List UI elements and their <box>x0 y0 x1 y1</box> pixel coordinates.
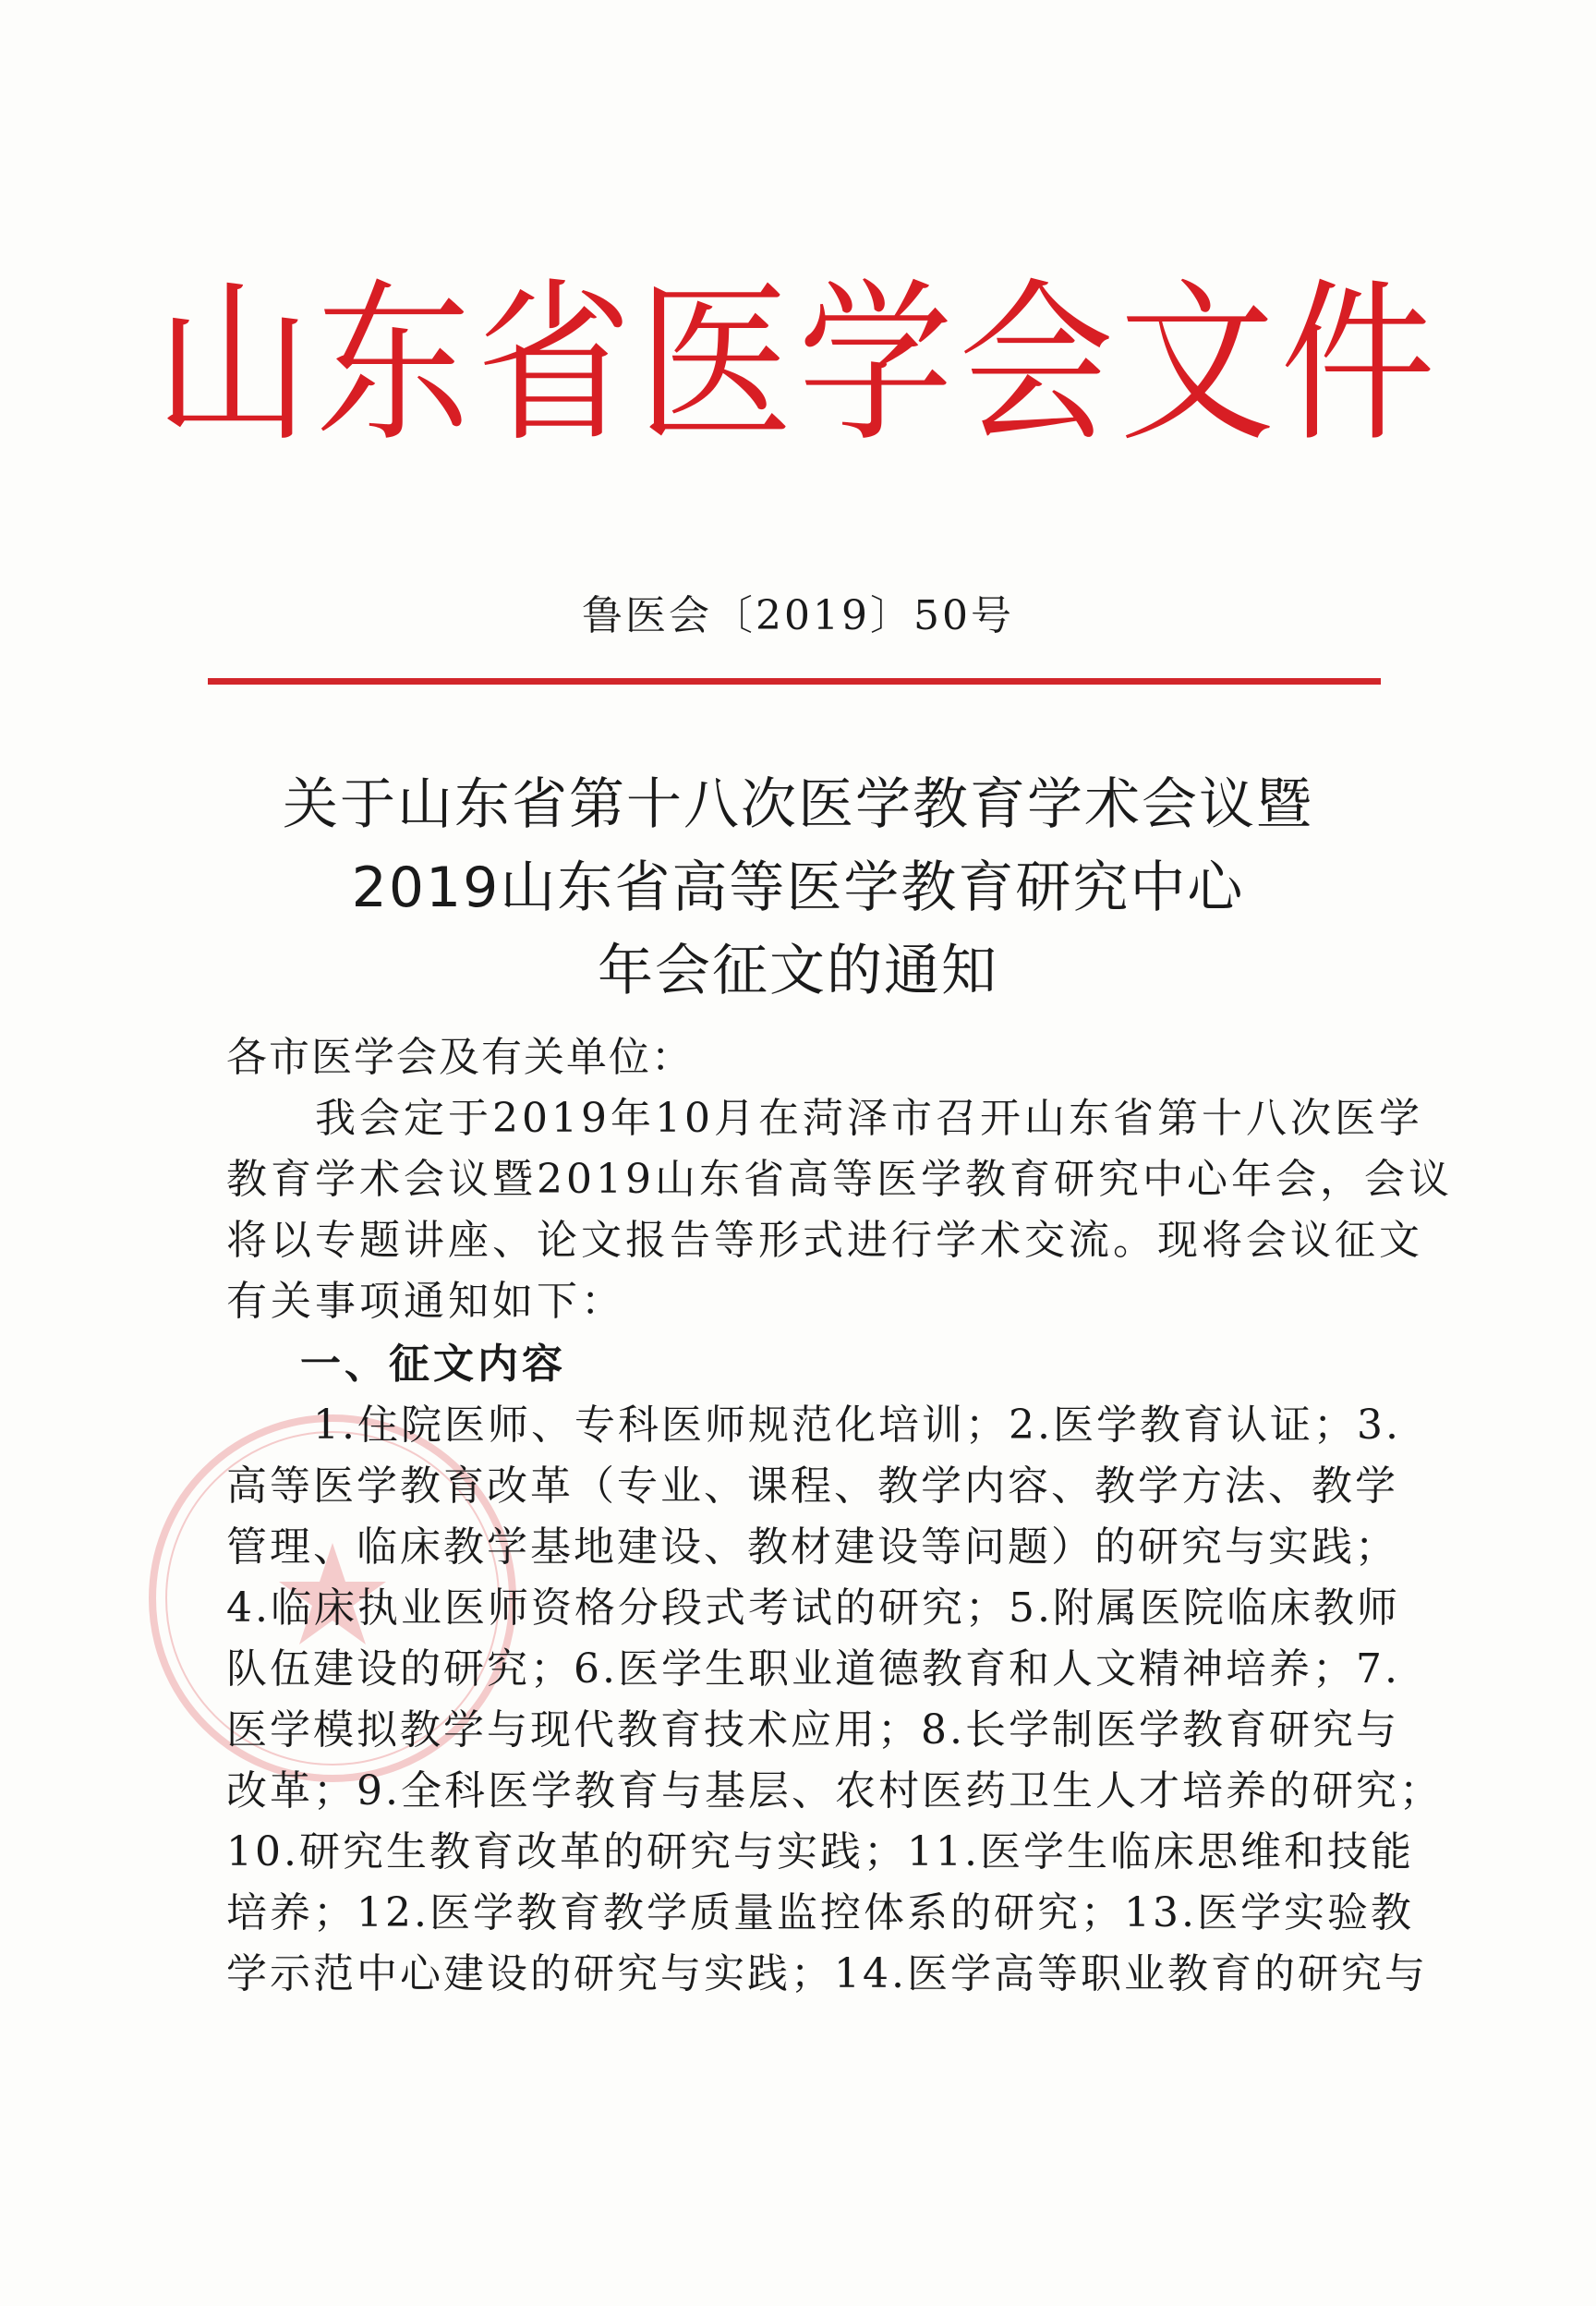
section-content-paragraph <box>226 1395 1443 2005</box>
paragraph-line: 10.研究生教育改革的研究与实践；11.医学生临床思维和技能 <box>226 1828 1414 1875</box>
section-heading: 一、征文内容 <box>300 1341 566 1388</box>
paragraph-line: 高等医学教育改革（专业、课程、教学内容、教学方法、教学 <box>226 1462 1398 1510</box>
notice-title-line: 年会征文的通知 <box>598 939 998 1003</box>
paragraph-line: 1.住院医师、专科医师规范化培训；2.医学教育认证；3. <box>226 1402 1401 1449</box>
issuer-header-title: 山东省医学会文件 <box>155 262 1441 466</box>
notice-title <box>0 763 1596 1013</box>
paragraph-line: 队伍建设的研究；6.医学生职业道德教育和人文精神培养；7. <box>226 1645 1400 1693</box>
paragraph-line: 管理、临床教学基地建设、教材建设等问题）的研究与实践； <box>226 1523 1398 1571</box>
notice-title-line: 关于山东省第十八次医学教育学术会议暨 <box>283 772 1313 837</box>
document-number: 鲁医会〔2019〕50号 <box>582 592 1014 639</box>
header-divider <box>208 678 1381 685</box>
paragraph-line: 将以专题讲座、论文报告等形式进行学术交流。现将会议征文 <box>226 1217 1423 1264</box>
paragraph-line: 培养；12.医学教育教学质量监控体系的研究；13.医学实验教 <box>226 1889 1414 1936</box>
intro-paragraph <box>226 1088 1453 1332</box>
paragraph-line: 4.临床执业医师资格分段式考试的研究；5.附属医院临床教师 <box>226 1584 1400 1632</box>
paragraph-line: 改革；9.全科医学教育与基层、农村医药卫生人才培养的研究； <box>226 1767 1443 1814</box>
paragraph-line: 医学模拟教学与现代教育技术应用；8.长学制医学教育研究与 <box>226 1706 1399 1754</box>
salutation: 各市医学会及有关单位： <box>226 1034 694 1081</box>
paragraph-line: 有关事项通知如下： <box>226 1278 625 1325</box>
paragraph-line: 教育学术会议暨2019山东省高等医学教育研究中心年会，会议 <box>226 1156 1453 1203</box>
notice-title-line: 2019山东省高等医学教育研究中心 <box>351 856 1245 920</box>
paragraph-line: 我会定于2019年10月在菏泽市召开山东省第十八次医学 <box>226 1095 1423 1142</box>
paragraph-line: 学示范中心建设的研究与实践；14.医学高等职业教育的研究与 <box>226 1950 1428 1997</box>
